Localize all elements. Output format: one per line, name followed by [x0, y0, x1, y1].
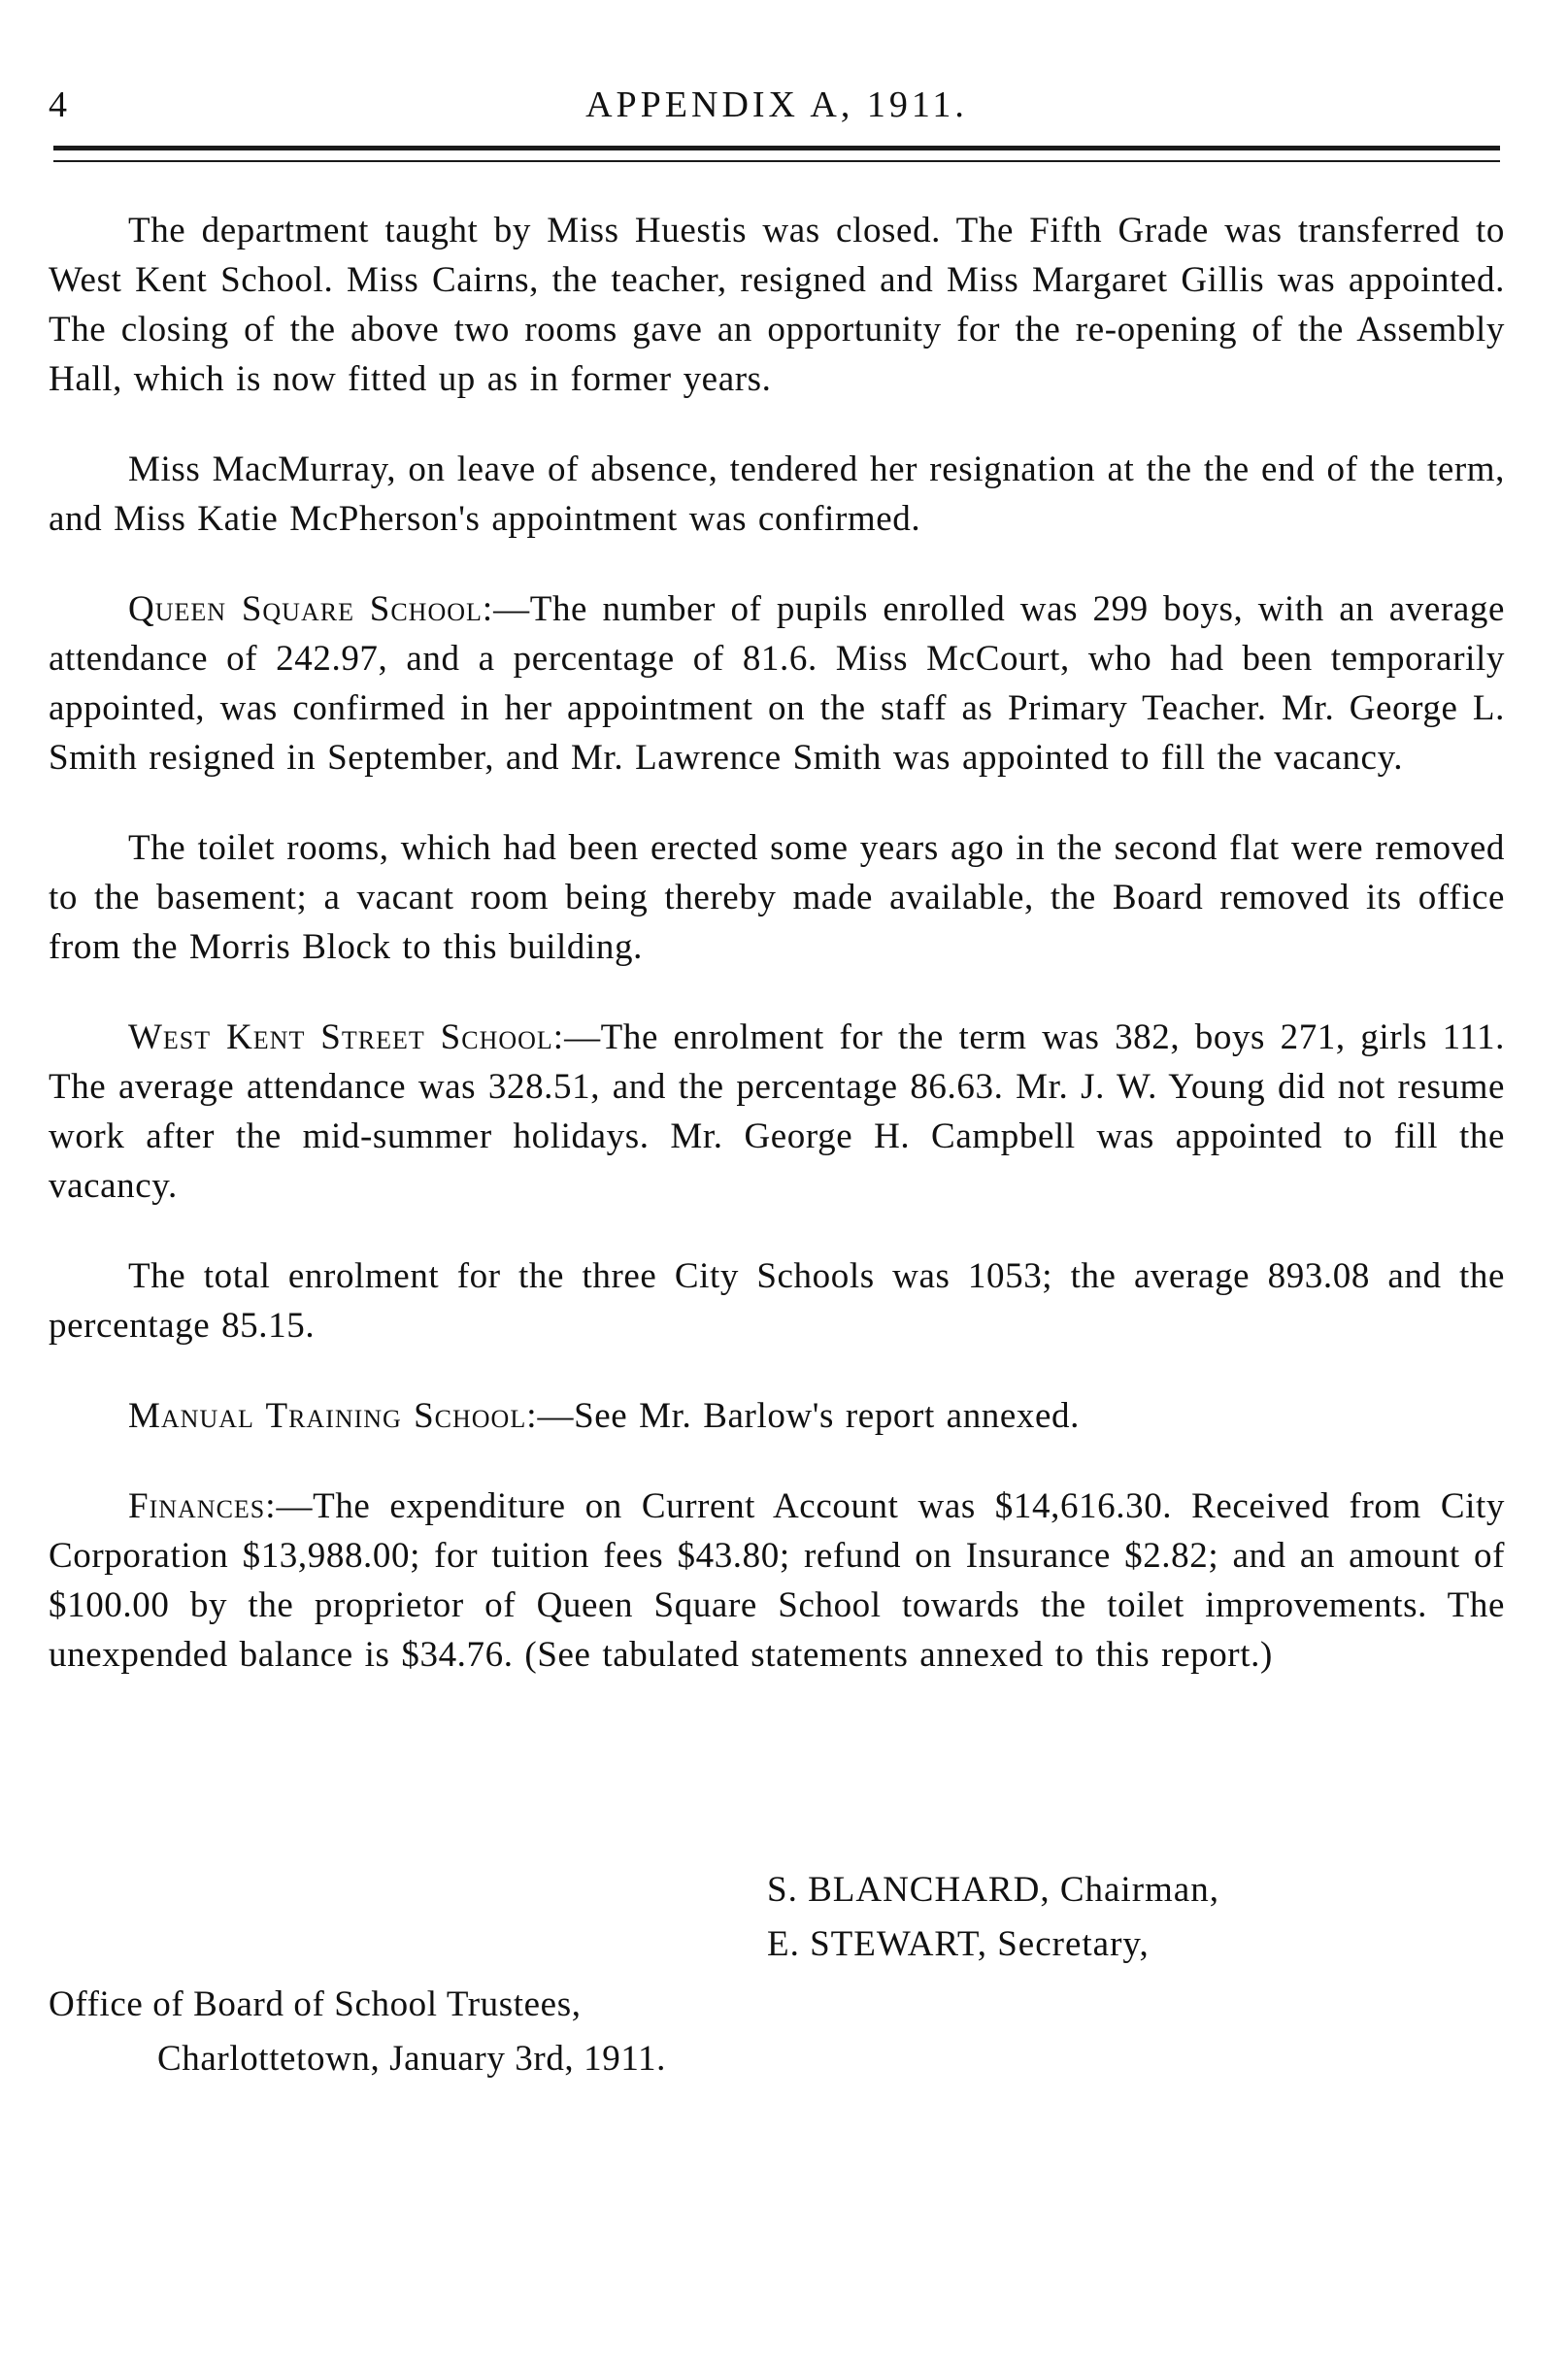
paragraph-finances	[49, 1482, 1505, 1680]
paragraph-manual-training-school	[49, 1391, 1505, 1441]
header-rule-thin	[53, 160, 1500, 162]
office-date-line: Charlottetown, January 3rd, 1911.	[157, 2039, 666, 2079]
page-header	[49, 76, 1510, 134]
running-head: APPENDIX A, 1911.	[585, 84, 968, 125]
section-lead: Manual Training School:	[128, 1396, 538, 1436]
paragraph-text: —See Mr. Barlow's report annexed.	[537, 1396, 1081, 1436]
header-rule-thick	[53, 146, 1500, 150]
paragraph-toilet-rooms	[49, 823, 1505, 972]
paragraph-text: Miss MacMurray, on leave of absence, tendered her resignation at the the end of the term, and Miss Katie McPherson's appointment was confirmed.	[49, 450, 1505, 539]
paragraph-text: —The enrolment for the term was 382, boys 271, girls 111. The average attendance was 328.51, and the percentage 86.63. Mr. J. W. Young did not resume work after the mid-summer holidays. Mr. George H. Campbell was appointed to fill the vacancy.	[49, 1017, 1505, 1206]
report-body	[49, 206, 1505, 1720]
paragraph-resignation	[49, 445, 1505, 544]
signature-chairman: S. BLANCHARD, Chairman,	[767, 1870, 1219, 1910]
paragraph-queen-square-school	[49, 584, 1505, 783]
paragraph-text: The toilet rooms, which had been erected some years ago in the second flat were removed to the basement; a vacant room being thereby made available, the Board removed its office from the Morris Block to this building.	[49, 828, 1505, 967]
section-lead: Finances:	[128, 1486, 277, 1526]
paragraph-closed-department	[49, 206, 1505, 404]
section-lead: Queen Square School:	[128, 589, 494, 629]
paragraph-text: —The number of pupils enrolled was 299 boys, with an average attendance of 242.97, and a percentage of 81.6. Miss McCourt, who had been temporarily appointed, was confirmed in her appointment on the staff as Primary Teacher. Mr. George L. Smith resigned in September, and Mr. Lawrence Smith was appointed to fill the vacancy.	[49, 589, 1505, 778]
paragraph-text: The department taught by Miss Huestis was closed. The Fifth Grade was transferred to West Kent School. Miss Cairns, the teacher, resigned and Miss Margaret Gillis was appointed. The closing of the above two rooms gave an opportunity for the re-opening of the Assembly Hall, which is now fitted up as in former years.	[49, 211, 1505, 399]
paragraph-text: —The expenditure on Current Account was $14,616.30. Received from City Corporation $13,988.00; for tuition fees $43.80; refund on Insurance $2.82; and an amount of $100.00 by the proprietor of Queen Square School towards the toilet improvements. The unexpended balance is $34.76. (See tabulated statements annexed to this report.)	[49, 1486, 1505, 1675]
signature-secretary: E. STEWART, Secretary,	[767, 1924, 1150, 1964]
paragraph-west-kent-street-school	[49, 1013, 1505, 1211]
office-line: Office of Board of School Trustees,	[49, 1984, 582, 2024]
page-number: 4	[49, 84, 67, 125]
paragraph-text: The total enrolment for the three City Schools was 1053; the average 893.08 and the percentage 85.15.	[49, 1256, 1505, 1346]
paragraph-total-enrolment	[49, 1251, 1505, 1350]
section-lead: West Kent Street School:	[128, 1017, 565, 1057]
